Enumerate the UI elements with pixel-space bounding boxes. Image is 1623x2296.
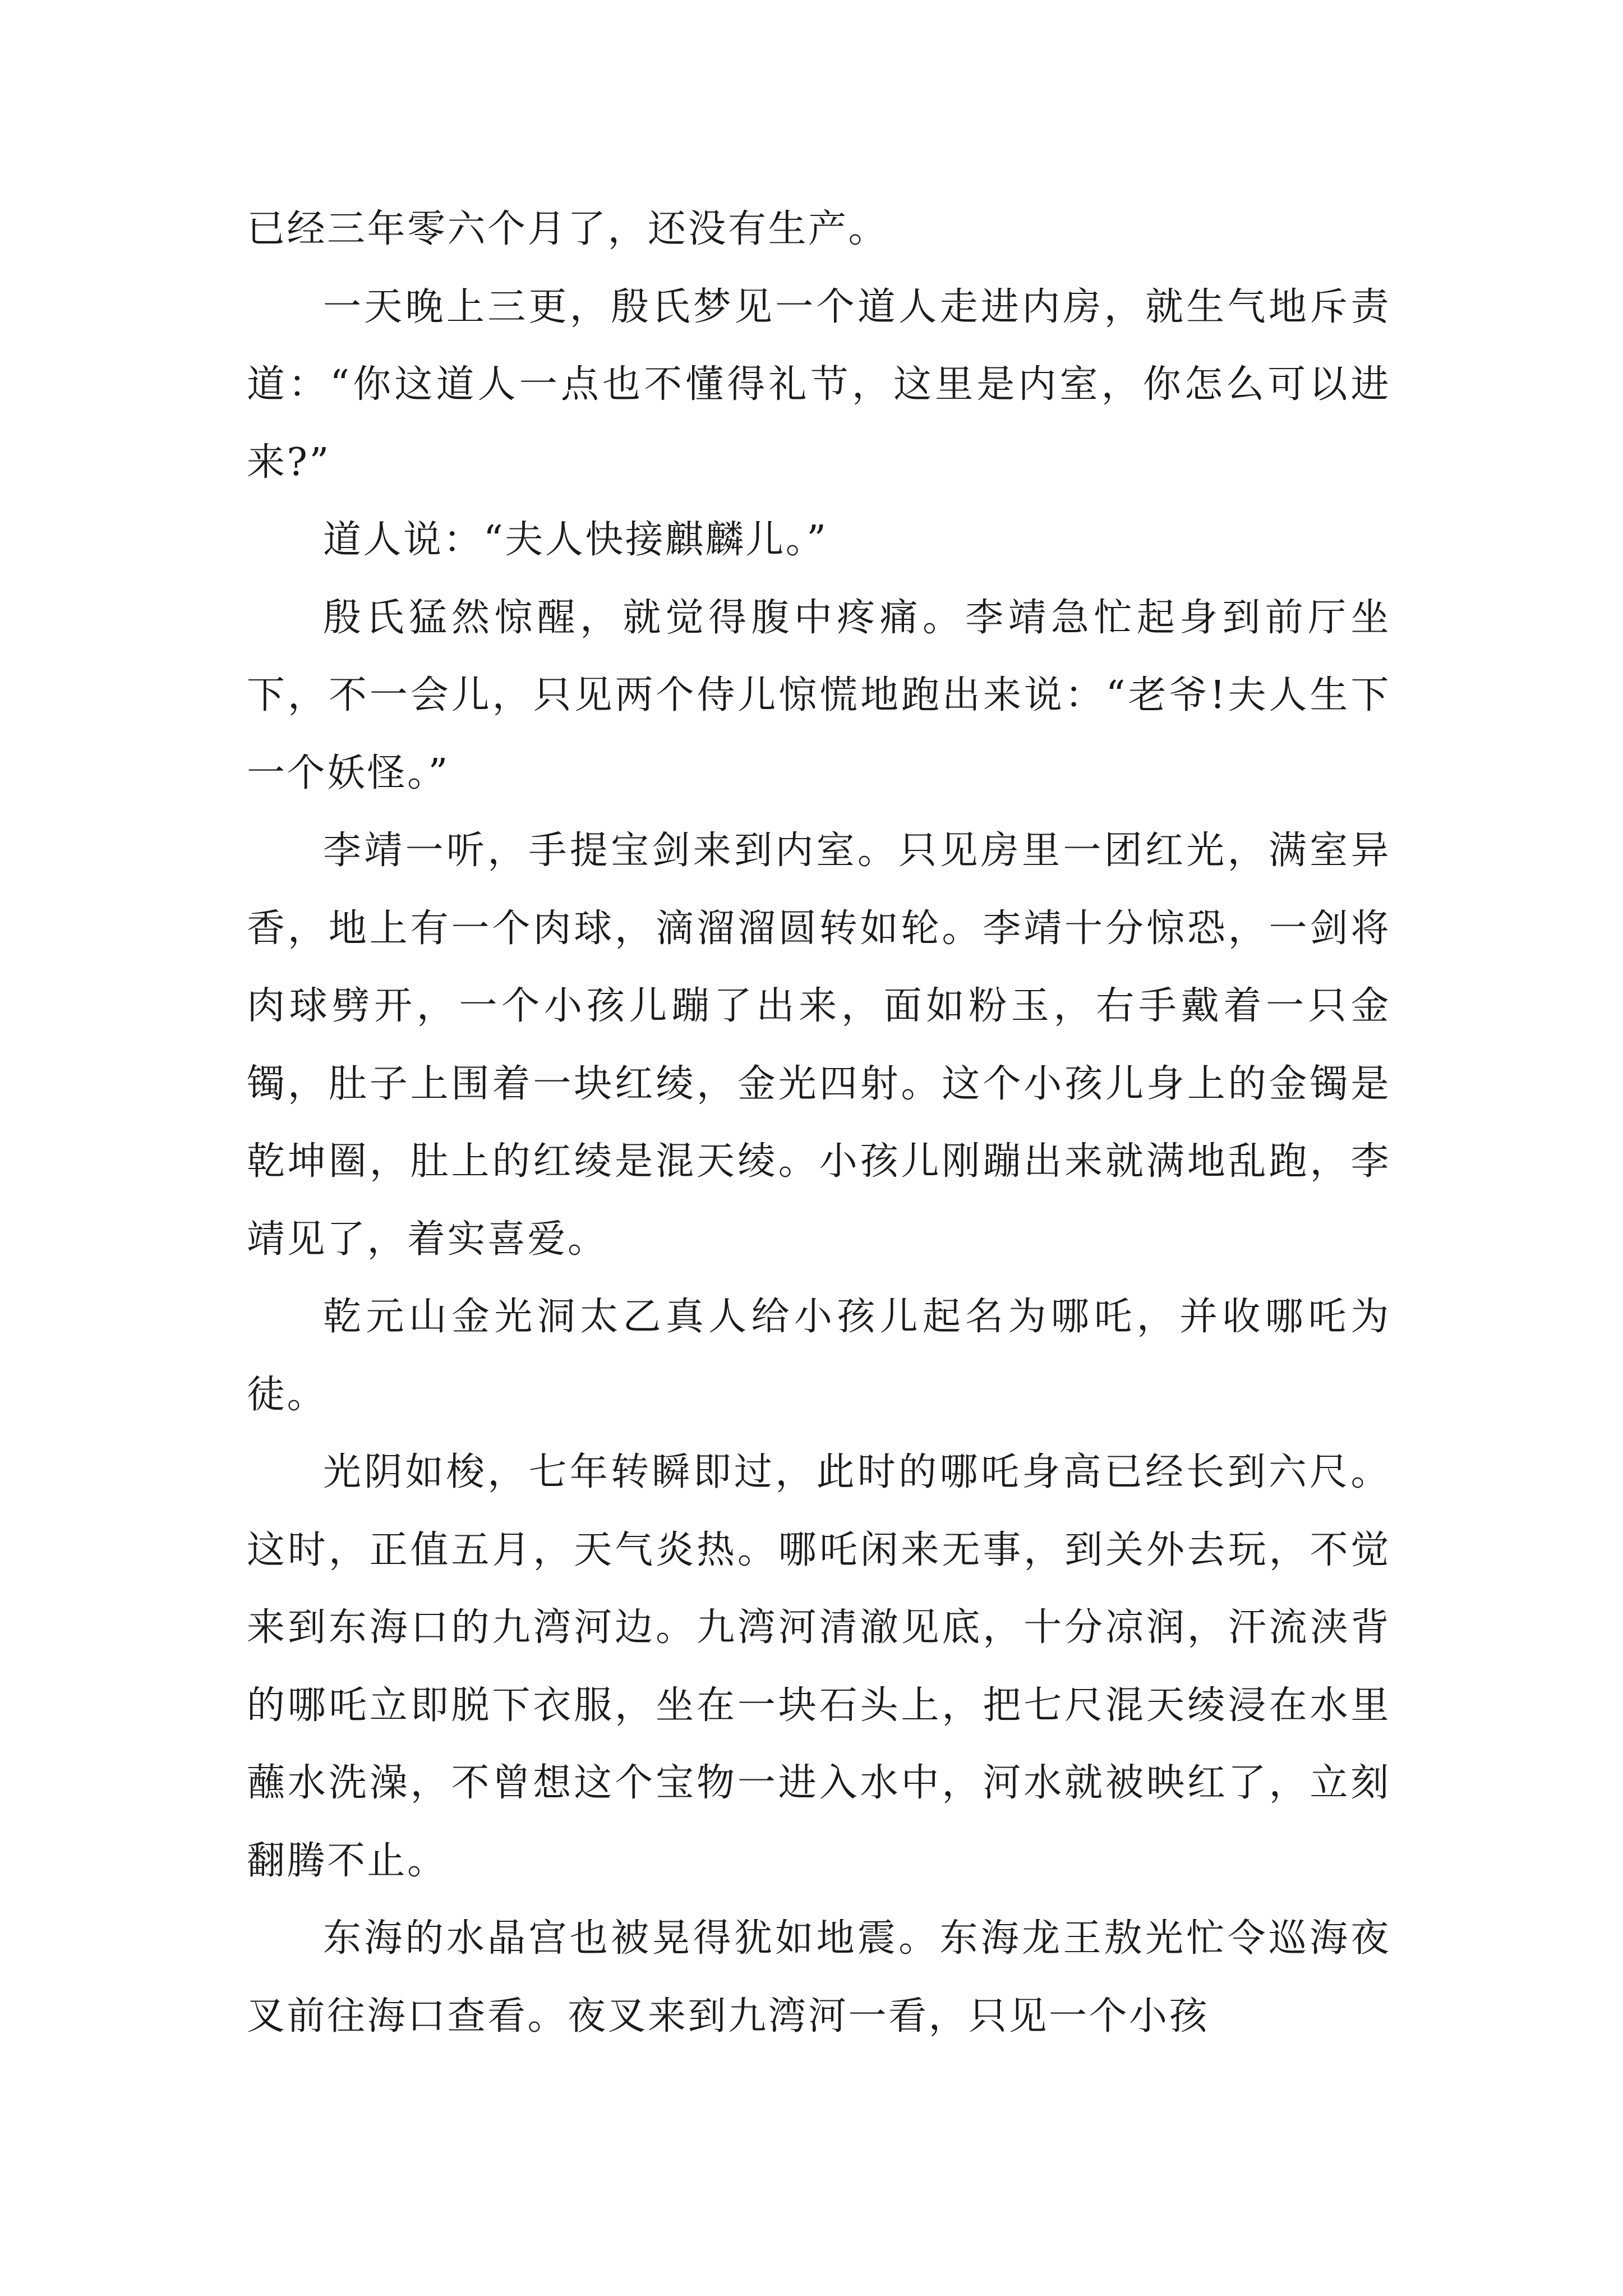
paragraph-4: 殷氏猛然惊醒，就觉得腹中疼痛。李靖急忙起身到前厅坐下，不一会儿，只见两个侍儿惊慌地跑出来说：“老爷!夫人生下一个妖怪。” [247, 595, 1391, 795]
paragraph-3: 道人说：“夫人快接麒麟儿。” [323, 518, 828, 562]
paragraph-2: 一天晚上三更，殷氏梦见一个道人走进内房，就生气地斥责道：“你这道人一点也不懂得礼节，这里是内室，你怎么可以进来?” [247, 284, 1391, 485]
paragraph-8: 东海的水晶宫也被晃得犹如地震。东海龙王敖光忙令巡海夜叉前往海口查看。夜叉来到九湾河一看，只见一个小孩 [247, 1916, 1391, 2039]
body-text [247, 191, 1391, 2055]
paragraph-5: 李靖一听，手提宝剑来到内室。只见房里一团红光，满室异香，地上有一个肉球，滴溜溜圆转如轮。李靖十分惊恐，一剑将肉球劈开，一个小孩儿蹦了出来，面如粉玉，右手戴着一只金镯，肚子上围着一块红绫，金光四射。这个小孩儿身上的金镯是乾坤圈，肚上的红绫是混天绫。小孩儿刚蹦出来就满地乱跑，李靖见了，着实喜爱。 [247, 829, 1391, 1262]
paragraph-7: 光阴如梭，七年转瞬即过，此时的哪吒身高已经长到六尺。这时，正值五月，天气炎热。哪吒闲来无事，到关外去玩，不觉来到东海口的九湾河边。九湾河清澈见底，十分凉润，汗流浃背的哪吒立即脱下衣服，坐在一块石头上，把七尺混天绫浸在水里蘸水洗澡，不曾想这个宝物一进入水中，河水就被映红了，立刻翻腾不止。 [247, 1450, 1391, 1883]
paragraph-1: 已经三年零六个月了，还没有生产。 [247, 207, 889, 251]
paragraph-6: 乾元山金光洞太乙真人给小孩儿起名为哪吒，并收哪吒为徒。 [247, 1295, 1391, 1417]
